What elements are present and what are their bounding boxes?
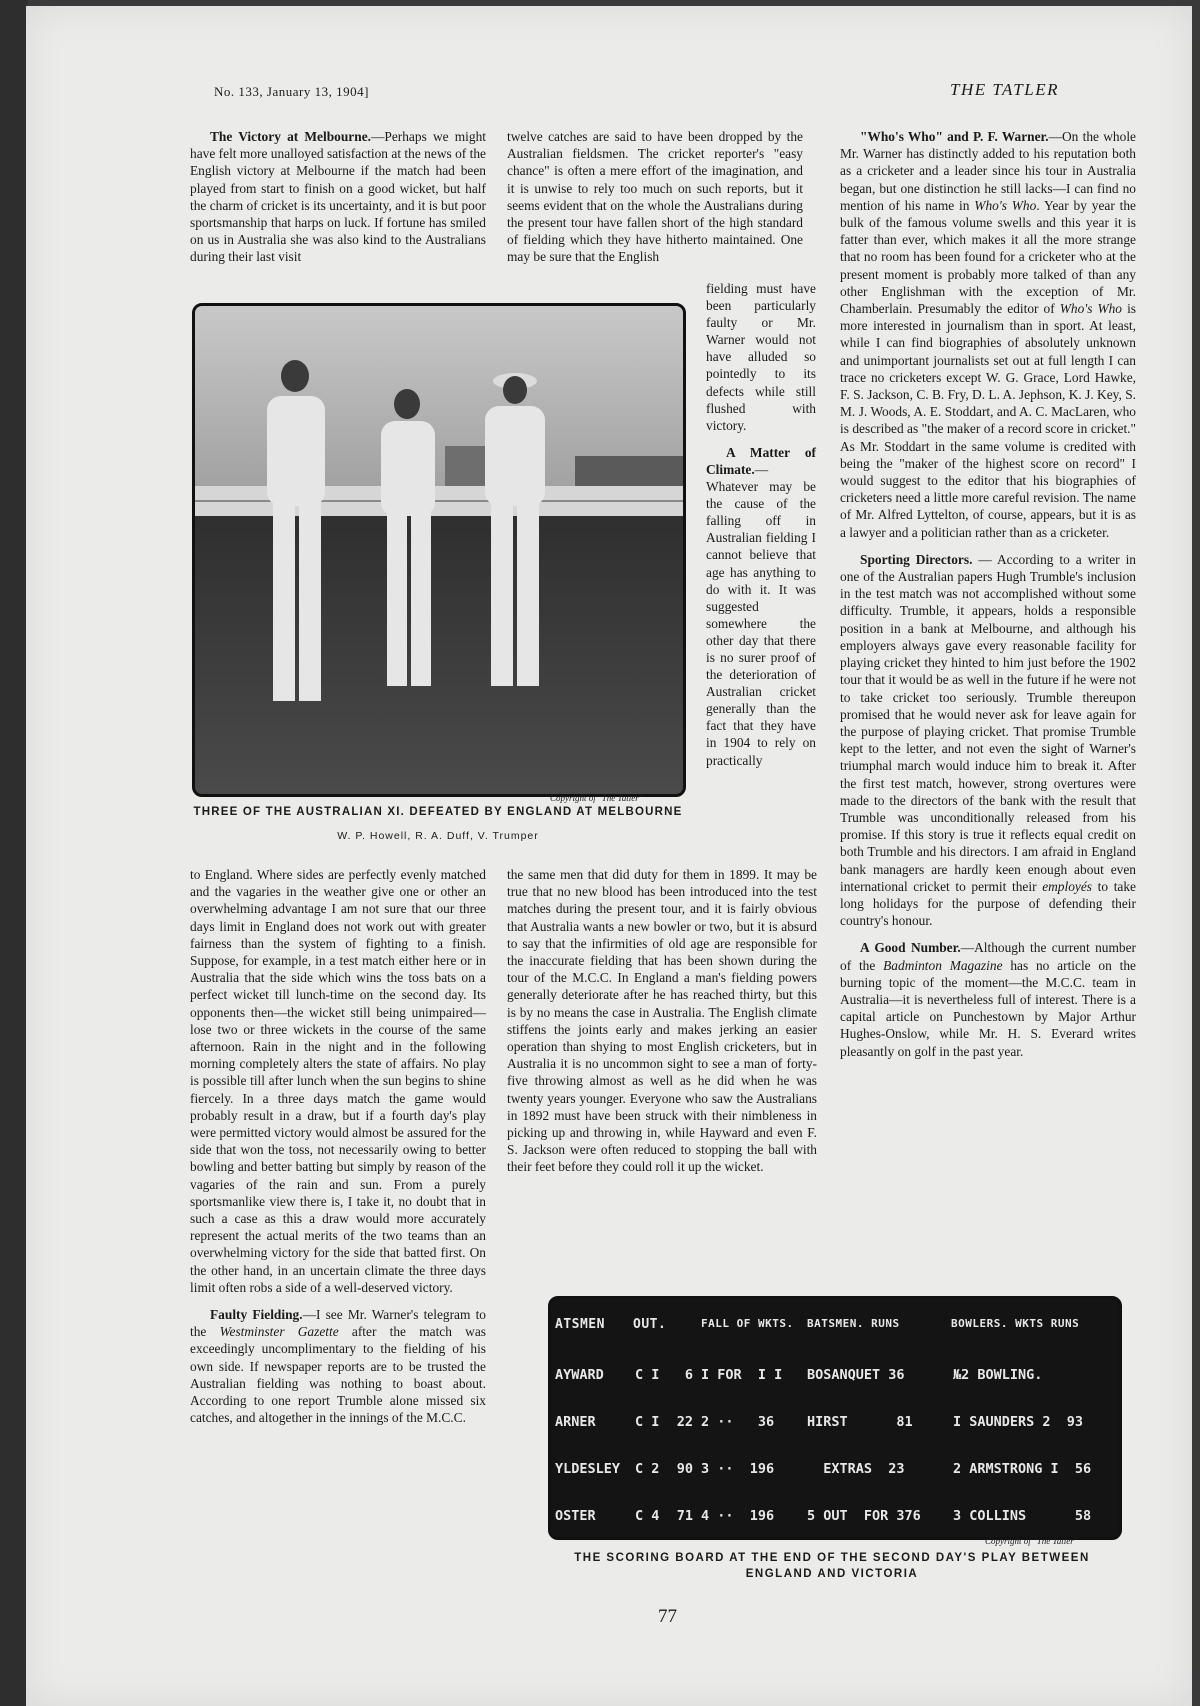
section-heading: Sporting Directors. xyxy=(860,551,973,567)
bowler-row: 2 ARMSTRONG I 56 xyxy=(953,1460,1092,1477)
out-how: C 2 xyxy=(635,1460,660,1477)
batsman-row: ARNER xyxy=(555,1413,596,1430)
batsman-runs: 22 xyxy=(676,1413,693,1430)
fall-row: 2 ·· 36 xyxy=(701,1413,775,1430)
runs-row: 5 OUT FOR 376 xyxy=(807,1507,921,1524)
section-heading: "Who's Who" and P. F. Warner. xyxy=(860,129,1049,144)
scoring-board xyxy=(548,1296,1122,1540)
article-continuation-top xyxy=(507,128,803,276)
photo-names: W. P. Howell, R. A. Duff, V. Trumper xyxy=(337,830,539,842)
paragraph-text: —On the whole Mr. Warner has distinctly added to his reputation both as a cricketer and a leader since his tour in Australia began, but one distinction he still lacks—I can find no mention of his name in xyxy=(840,129,1136,213)
paragraph-text: is more interested in journalism than in sport. At least, while I can find biographies of absolutely unknown and unimportant journalists set out at full length I can trace no cricketers except W. G. Grace, Lord Hawke, F. S. Jackson, C. B. Fry, D. L. A. Jephson, K. J. Key, S. M. J. Woods, A. E. Stoddart, and A. C. MacLaren, who is described as "the maker of a record score in cricket." As Mr. Stoddart in the same volume is credited with being the "maker of the highest score on record" I would suggest to the editor that his biographies of cricketers need a little more careful revision. The name of Mr. Alfred Lyttelton, of course, appears, but it is as a lawyer and a politician rather than as a cricketer. xyxy=(840,301,1137,540)
paragraph-text: —I see Mr. Warner's telegram to the xyxy=(190,1307,486,1340)
photo-caption: THREE OF THE AUSTRALIAN XI. DEFEATED BY ENGLAND AT MELBOURNE xyxy=(193,806,683,818)
cricketers-photo-image xyxy=(195,306,683,794)
batsman-row: YLDESLEY xyxy=(555,1460,621,1477)
paragraph-text: — According to a writer in one of the Australian papers Hugh Trumble's inclusion in the test match was not accomplished without some difficulty. Trumble, it appears, holds a responsible position in a bank at Melbourne, and although his employers always gave every reasonable facility for playing cricket they hinted to him just before the 1902 tour that it would be as well in the future if he were not to take cricket too seriously. Trumble thereupon promised that he would never ask for leave again for the purpose of playing cricket. That promise Trumble kept to the letter, and not even the sight of Warner's triumphal march would induce him to break it. After the first test match, however, strong overtures were made to the directors of the bank with the result that Trumble was unconditionally released from his promise. If this story is true it reflects equal credit on both Trumble and his directors. I am afraid in England bank managers are hardly keen enough about even international cricket to permit their xyxy=(840,551,1136,894)
page-number: 77 xyxy=(658,1606,677,1627)
paragraph-text: twelve catches are said to have been dropped by the Australian fieldsmen. The cricket reporter's "easy chance" is often a mere effort of the imagination, and it is unwise to rely too much on such reports, but it seems evident that on the whole the Australians during the present tour have fallen short of the high standard of fielding which they have hitherto maintained. One may be sure that the English xyxy=(507,129,803,265)
board-header-fall: FALL OF WKTS. xyxy=(701,1317,794,1330)
bowler-row: I SAUNDERS 2 93 xyxy=(953,1413,1084,1430)
out-how: C 4 xyxy=(635,1507,660,1524)
fall-row: 4 ·· 196 xyxy=(701,1507,775,1524)
section-heading: Faulty Fielding. xyxy=(210,1307,303,1323)
italic-title: Who's Who xyxy=(974,197,1037,213)
runs-row: BOSANQUET 36 xyxy=(807,1367,905,1384)
right-column xyxy=(840,128,1136,1070)
batsman-runs: 90 xyxy=(676,1460,693,1477)
page-left-edge xyxy=(0,0,28,1706)
left-column-bottom xyxy=(190,866,486,1437)
section-heading: A Matter of Climate. xyxy=(706,444,816,477)
batsmen-runs-panel xyxy=(807,1337,929,1540)
section-heading: A Good Number. xyxy=(860,940,961,956)
paragraph-text: —Perhaps we might have felt more unalloyed satisfaction at the news of the English victory at Melbourne if the match had been played from start to finish on a good wicket, but half the charm of cricket is its uncertainty, and it is but poor sportsmanship that harps on luck. If fortune has smiled on us in Australia she was also kind to the Australians during their last visit xyxy=(190,129,487,265)
board-caption: THE SCORING BOARD AT THE END OF THE SECOND DAY'S PLAY BETWEEN ENGLAND AND VICTORIA xyxy=(574,1552,1090,1580)
bowler-row: 3 COLLINS 58 xyxy=(953,1507,1092,1524)
paragraph-text: the same men that did duty for them in 1899. It may be true that no new blood has been introduced into the test matches during the present tour, and it is fairly obvious that Australia wants a new bowler or two, but it is absurd to say that the infirmities of old age are responsible for the inaccurate fielding that has been shown during the tour of the M.C.C. In England a man's fielding powers generally deteriorate after he has reached thirty, but this is by no means the case in Australia. The English climate stiffens the joints early and makes jerking an easier operation than shying to most English cricketers, but in Australia it is no uncommon sight to see a man of forty-five throwing almost as well as he did when he was twenty years younger. Everyone who saw the Australians in 1892 must have been struck with their nimbleness in picking up and throwing in, while Hayward and even F. S. Jackson were often reduced to stopping the ball with their feet before they could roll it up the wicket. xyxy=(507,867,817,1175)
article-victory-at-melbourne xyxy=(190,128,486,276)
batsman-row: AYWARD xyxy=(555,1367,604,1384)
board-header-out: OUT. xyxy=(633,1317,667,1332)
batsman-runs: 71 xyxy=(676,1507,693,1524)
middle-column-bottom xyxy=(507,866,817,1186)
batsman-row: OSTER xyxy=(555,1507,596,1524)
paragraph-text: . Year by year the bulk of the famous volume swells and this year it is fatter than ever, which makes it all the more strange that no room has been found for a cricketer who at the present moment is probably more talked of than any other Englishman with the exception of Mr. Chamberlain. Presumably the editor of xyxy=(840,197,1136,317)
fall-row: I FOR I I xyxy=(701,1367,783,1384)
paragraph-text: has no article on the burning topic of the moment—the M.C.C. team in Australia—it is nevertheless full of interest. There is a capital article on Punchestown by Major Arthur Hughes-Onslow, while Mr. H. S. Everard writes pleasantly on golf in the past year. xyxy=(840,957,1136,1059)
photo-copyright: Copyright of "The Tatler" xyxy=(550,793,643,803)
out-how: C I xyxy=(635,1367,660,1384)
team-photo xyxy=(192,303,686,797)
bowling-panel xyxy=(953,1337,1091,1540)
fall-of-wickets-list xyxy=(701,1337,782,1540)
batsmen-list xyxy=(555,1337,620,1540)
paragraph-text: fielding must have been particularly faulty or Mr. Warner would not have alluded so pointedly to its defects while still flushed with victory. xyxy=(706,281,816,433)
out-how-list xyxy=(635,1337,668,1540)
out-how: C I xyxy=(635,1413,660,1430)
italic-title: Badminton Magazine xyxy=(883,957,1003,973)
board-copyright: Copyright of "The Tatler" xyxy=(985,1536,1078,1546)
italic-title: Who's Who xyxy=(1059,301,1123,317)
batsman-runs-list xyxy=(669,1337,693,1540)
runs-row: HIRST 81 xyxy=(807,1413,913,1430)
italic-word: employés xyxy=(1042,878,1093,894)
runs-row: EXTRAS 23 xyxy=(807,1460,905,1477)
paragraph-text: to take long holidays for the purpose of defending their country's honour. xyxy=(840,878,1137,929)
paragraph-text: — Whatever may be the cause of the falling off in Australian fielding I cannot believe that age has anything to do with it. It was suggested somewhere the other day that there is no surer proof of the deterioration of Australian cricket generally than the fact that they have in 1904 to rely on practically xyxy=(706,461,816,768)
paragraph-text: —Although the current number of the xyxy=(840,940,1137,973)
board-header-batsmen: ATSMEN xyxy=(555,1317,605,1332)
paragraph-text: to England. Where sides are perfectly evenly matched and the vagaries in the weather give one or other an overwhelming advantage I am not sure that our three days limit in England does not work out with greater fairness than the system of fighting to a finish. Suppose, for example, in a test match either here or in Australia that the side which wins the toss bats on a perfect wicket till lunch-time on the second day. Its opponents then—the wicket still being unimpaired—lose two or three wickets in the course of the same afternoon. Rain in the night and in the following morning completely alters the state of affairs. No play is possible till after lunch when the sun begins to shine fiercely. In a three days match the game would probably result in a draw, but if a fourth day's play were permitted victory would almost be assured for the side that won the toss, not necessarily owing to better bowling and better batting but simply by reason of the vagaries of the rain and sun. From a purely sportsmanlike view there is, I take it, no doubt that in such a case as this a draw would more accurately represent the actual merits of the two teams than an overwhelming victory for the side that batted first. On the other hand, in an uncertain climate the three days limit often robs a side of a well-deserved victory. xyxy=(190,867,486,1295)
paragraph-text: after the match was exceedingly uncomplimentary to the fielding of his own side. If newspaper reports are to be trusted the Australian fielding was nothing to boast about. According to one report Trumble alone missed six catches, and altogether in the innings of the M.C.C. xyxy=(190,1324,486,1426)
italic-title: Westminster Gazette xyxy=(219,1324,339,1340)
issue-line: No. 133, January 13, 1904] xyxy=(214,84,369,99)
fall-row: 3 ·· 196 xyxy=(701,1460,775,1477)
board-header-runs: BATSMEN. RUNS xyxy=(807,1317,900,1330)
board-header-bowlers: BOWLERS. WKTS RUNS xyxy=(951,1317,1080,1330)
bowling-title: №2 BOWLING. xyxy=(953,1367,1043,1384)
section-heading: The Victory at Melbourne. xyxy=(210,129,371,144)
batsman-runs: 6 xyxy=(684,1367,693,1384)
magazine-title: THE TATLER xyxy=(950,80,1059,99)
article-matter-of-climate xyxy=(706,280,816,779)
